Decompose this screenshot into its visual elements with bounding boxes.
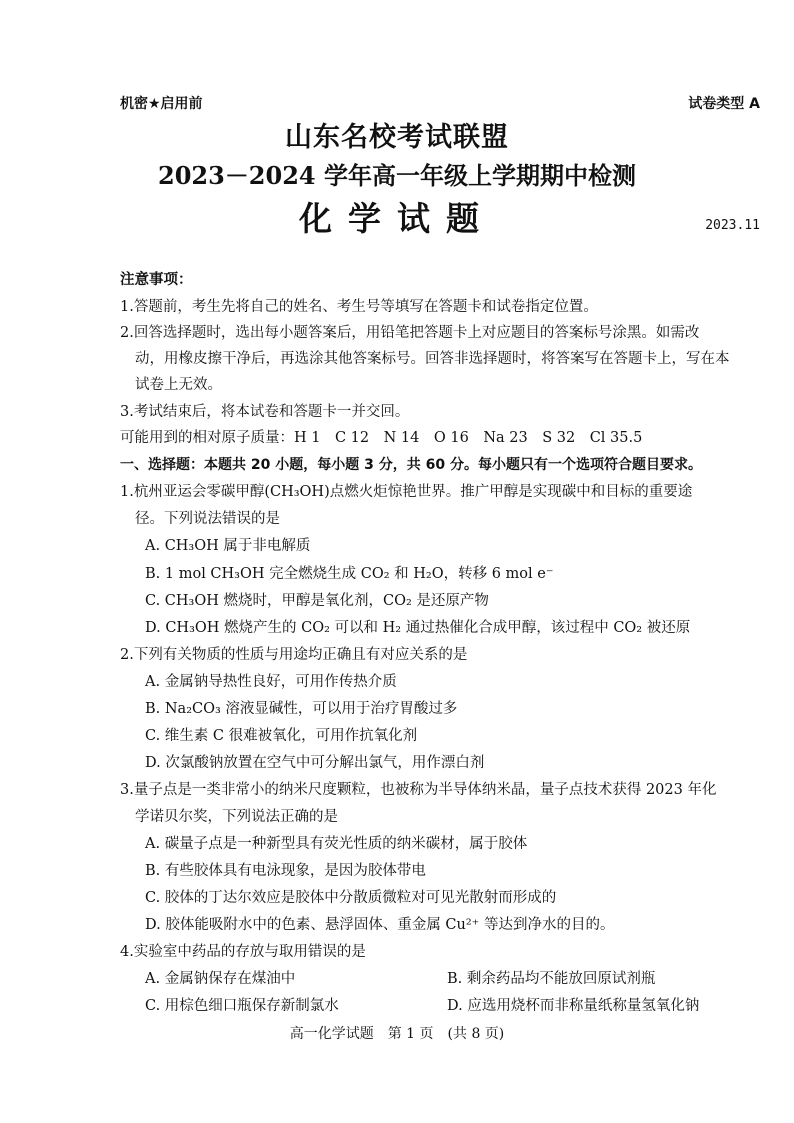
q4-option-b: B. 剩余药品均不能放回原试剂瓶 <box>447 971 656 987</box>
exam-term-title: 2023－2024 学年高一年级上学期期中检测 <box>158 161 636 190</box>
subject-title: 化学试题 <box>299 199 495 238</box>
q1-option-c: C. CH₃OH 燃烧时，甲醇是氧化剂，CO₂ 是还原产物 <box>145 593 489 609</box>
q3-option-a: A. 碳量子点是一种新型具有荧光性质的纳米碳材，属于胶体 <box>145 836 528 852</box>
notice-heading: 注意事项： <box>120 272 193 288</box>
q4-option-d: D. 应选用烧杯而非称量纸称量氢氧化钠 <box>447 998 700 1014</box>
notice-item-3: 3.考试结束后，将本试卷和答题卡一并交回。 <box>120 404 410 420</box>
q2-option-b: B. Na₂CO₃ 溶液显碱性，可以用于治疗胃酸过多 <box>145 701 458 717</box>
notice-item-2-cont: 动，用橡皮擦干净后，再选涂其他答案标号。回答非选择题时，将答案写在答题卡上，写在本 <box>135 351 730 367</box>
q4-option-c: C. 用棕色细口瓶保存新制氯水 <box>145 998 339 1014</box>
section-heading: 一、选择题：本题共 20 小题，每小题 3 分，共 60 分。每小题只有一个选项符合题目要求。 <box>120 457 702 473</box>
q2-option-a: A. 金属钠导热性良好，可用作传热介质 <box>145 674 397 690</box>
q3-stem: 3.量子点是一类非常小的纳米尺度颗粒，也被称为半导体纳米晶，量子点技术获得 2023 年化 <box>120 782 717 798</box>
notice-item-1: 1.答题前，考生先将自己的姓名、考生号等填写在答题卡和试卷指定位置。 <box>120 299 598 315</box>
q2-stem: 2.下列有关物质的性质与用途均正确且有对应关系的是 <box>120 647 468 663</box>
exam-organizer-title: 山东名校考试联盟 <box>285 122 509 153</box>
q3-stem-cont: 学诺贝尔奖，下列说法正确的是 <box>135 809 338 825</box>
q3-option-d: D. 胶体能吸附水中的色素、悬浮固体、重金属 Cu²⁺ 等达到净水的目的。 <box>145 917 615 933</box>
q2-option-d: D. 次氯酸钠放置在空气中可分解出氯气，用作漂白剂 <box>145 755 485 771</box>
exam-date: 2023.11 <box>705 218 760 233</box>
paper-type-label: 试卷类型 A <box>688 96 760 112</box>
q3-option-b: B. 有些胶体具有电泳现象，是因为胶体带电 <box>145 863 426 879</box>
q1-option-a: A. CH₃OH 属于非电解质 <box>145 538 311 554</box>
q2-option-c: C. 维生素 C 很难被氧化，可用作抗氧化剂 <box>145 728 418 744</box>
q1-option-b: B. 1 mol CH₃OH 完全燃烧生成 CO₂ 和 H₂O，转移 6 mol e⁻ <box>145 566 554 582</box>
q4-option-a: A. 金属钠保存在煤油中 <box>145 971 296 987</box>
confidential-label: 机密★启用前 <box>120 96 203 112</box>
q1-stem: 1.杭州亚运会零碳甲醇(CH₃OH)点燃火炬惊艳世界。推广甲醇是实现碳中和目标的重要途 <box>120 484 693 500</box>
q1-option-d: D. CH₃OH 燃烧产生的 CO₂ 可以和 H₂ 通过热催化合成甲醇，该过程中 CO₂ 被还原 <box>145 620 691 636</box>
page-footer: 高一化学试题 第 1 页 (共 8 页) <box>289 1026 505 1042</box>
notice-item-2-cont: 试卷上无效。 <box>135 377 222 393</box>
notice-item-2: 2.回答选择题时，选出每小题答案后，用铅笔把答题卡上对应题目的答案标号涂黑。如需改 <box>120 325 700 341</box>
atomic-mass-line: 可能用到的相对原子质量：H 1 C 12 N 14 O 16 Na 23 S 32 Cl 35.5 <box>120 430 643 446</box>
q1-stem-cont: 径。下列说法错误的是 <box>135 511 280 527</box>
q3-option-c: C. 胶体的丁达尔效应是胶体中分散质微粒对可见光散射而形成的 <box>145 890 557 906</box>
q4-stem: 4.实验室中药品的存放与取用错误的是 <box>120 944 366 960</box>
